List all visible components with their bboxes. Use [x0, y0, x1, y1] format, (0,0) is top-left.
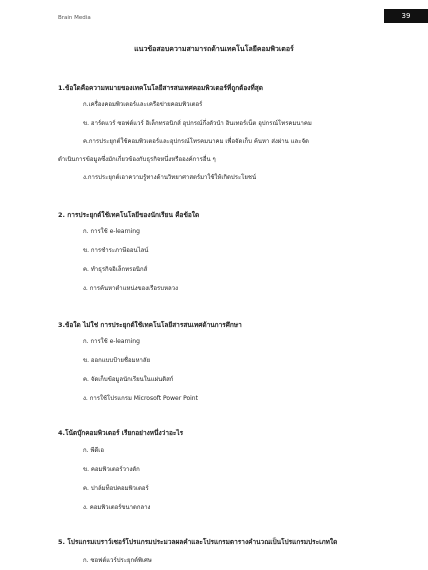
question-3-option-a: ก. การใช้ e-learning — [83, 338, 140, 345]
publisher-name: Brain Media — [58, 15, 91, 21]
question-1-option-a: ก.เครื่องคอมพิวเตอร์และเครือข่ายคอมพิวเตอร์ — [83, 101, 203, 108]
question-3: 3.ข้อใด ไม่ใช่ การประยุกต์ใช้เทคโนโลยีสารสนเทศด้านการศึกษา — [58, 321, 242, 329]
question-3-option-b: ข. ออกแบบป้ายชื่อมหาลัย — [83, 357, 151, 364]
question-5: 5. โปรแกรมเบราว์เซอร์โปรแกรมประมวลผลคำและโปรแกรมตารางคำนวณเป็นโปรแกรมประเภทใด — [58, 538, 338, 546]
question-2-option-c: ค. ทำธุรกิจอิเล็กทรอนิกส์ — [83, 266, 148, 273]
document-title: แนวข้อสอบความสามารถด้านเทคโนโลยีคอมพิวเตอร์ — [134, 45, 294, 53]
question-3-option-c: ค. จัดเก็บข้อมูลนักเรียนในแผ่นดิสก์ — [83, 376, 174, 383]
question-2-option-d: ง. การค้นหาตำแหน่งของเรือรบหลวง — [83, 285, 179, 292]
question-4: 4.โน้ตบุ๊กคอมพิวเตอร์ เรียกอย่างหนึ่งว่าอะไร — [58, 429, 184, 437]
question-5-option-a: ก. ซอฟต์แวร์ประยุกต์พิเศษ — [83, 557, 152, 564]
question-2-option-a: ก. การใช้ e-learning — [83, 228, 140, 235]
question-1: 1.ข้อใดคือความหมายของเทคโนโลยีสารสนเทศคอมพิวเตอร์ที่ถูกต้องที่สุด — [58, 84, 263, 92]
question-3-option-d: ง. การใช้โปรแกรม Microsoft Power Point — [83, 395, 198, 402]
question-2: 2. การประยุกต์ใช้เทคโนโลยีของนักเรียน คือข้อใด — [58, 211, 200, 219]
question-2-option-b: ข. การชำระภาษีออนไลน์ — [83, 247, 149, 254]
question-4-option-b: ข. คอมพิวเตอร์วางตัก — [83, 466, 140, 473]
question-1-option-b: ข. ฮาร์ดแวร์ ซอฟต์แวร์ อิเล็กทรอนิกส์ อุปกรณ์กึ่งตัวนำ อินเทอร์เน็ต อุปกรณ์โทรคมนาคม — [83, 120, 312, 127]
question-1-option-d: ง.การประยุกต์เอาความรู้ทางด้านวิทยาศาสตร์มาใช้ให้เกิดประโยชน์ — [83, 174, 257, 181]
question-4-option-a: ก. พีดีเอ — [83, 447, 104, 454]
page-number-badge: 39 — [384, 9, 428, 23]
question-1-option-c-continuation: ดำเนินการข้อมูลซึ่งมักเกี่ยวข้องกับธุรกิจหนึ่งหรือองค์การอื่น ๆ — [58, 156, 216, 163]
question-4-option-d: ง. คอมพิวเตอร์ขนาดกลาง — [83, 504, 151, 511]
question-1-option-c: ค.การประยุกต์ใช้คอมพิวเตอร์และอุปกรณ์โทรคมนาคม เพื่อจัดเก็บ ค้นหา ส่งผ่าน และจัด — [83, 138, 309, 145]
question-4-option-c: ค. ปาล์มท็อปคอมพิวเตอร์ — [83, 485, 149, 492]
